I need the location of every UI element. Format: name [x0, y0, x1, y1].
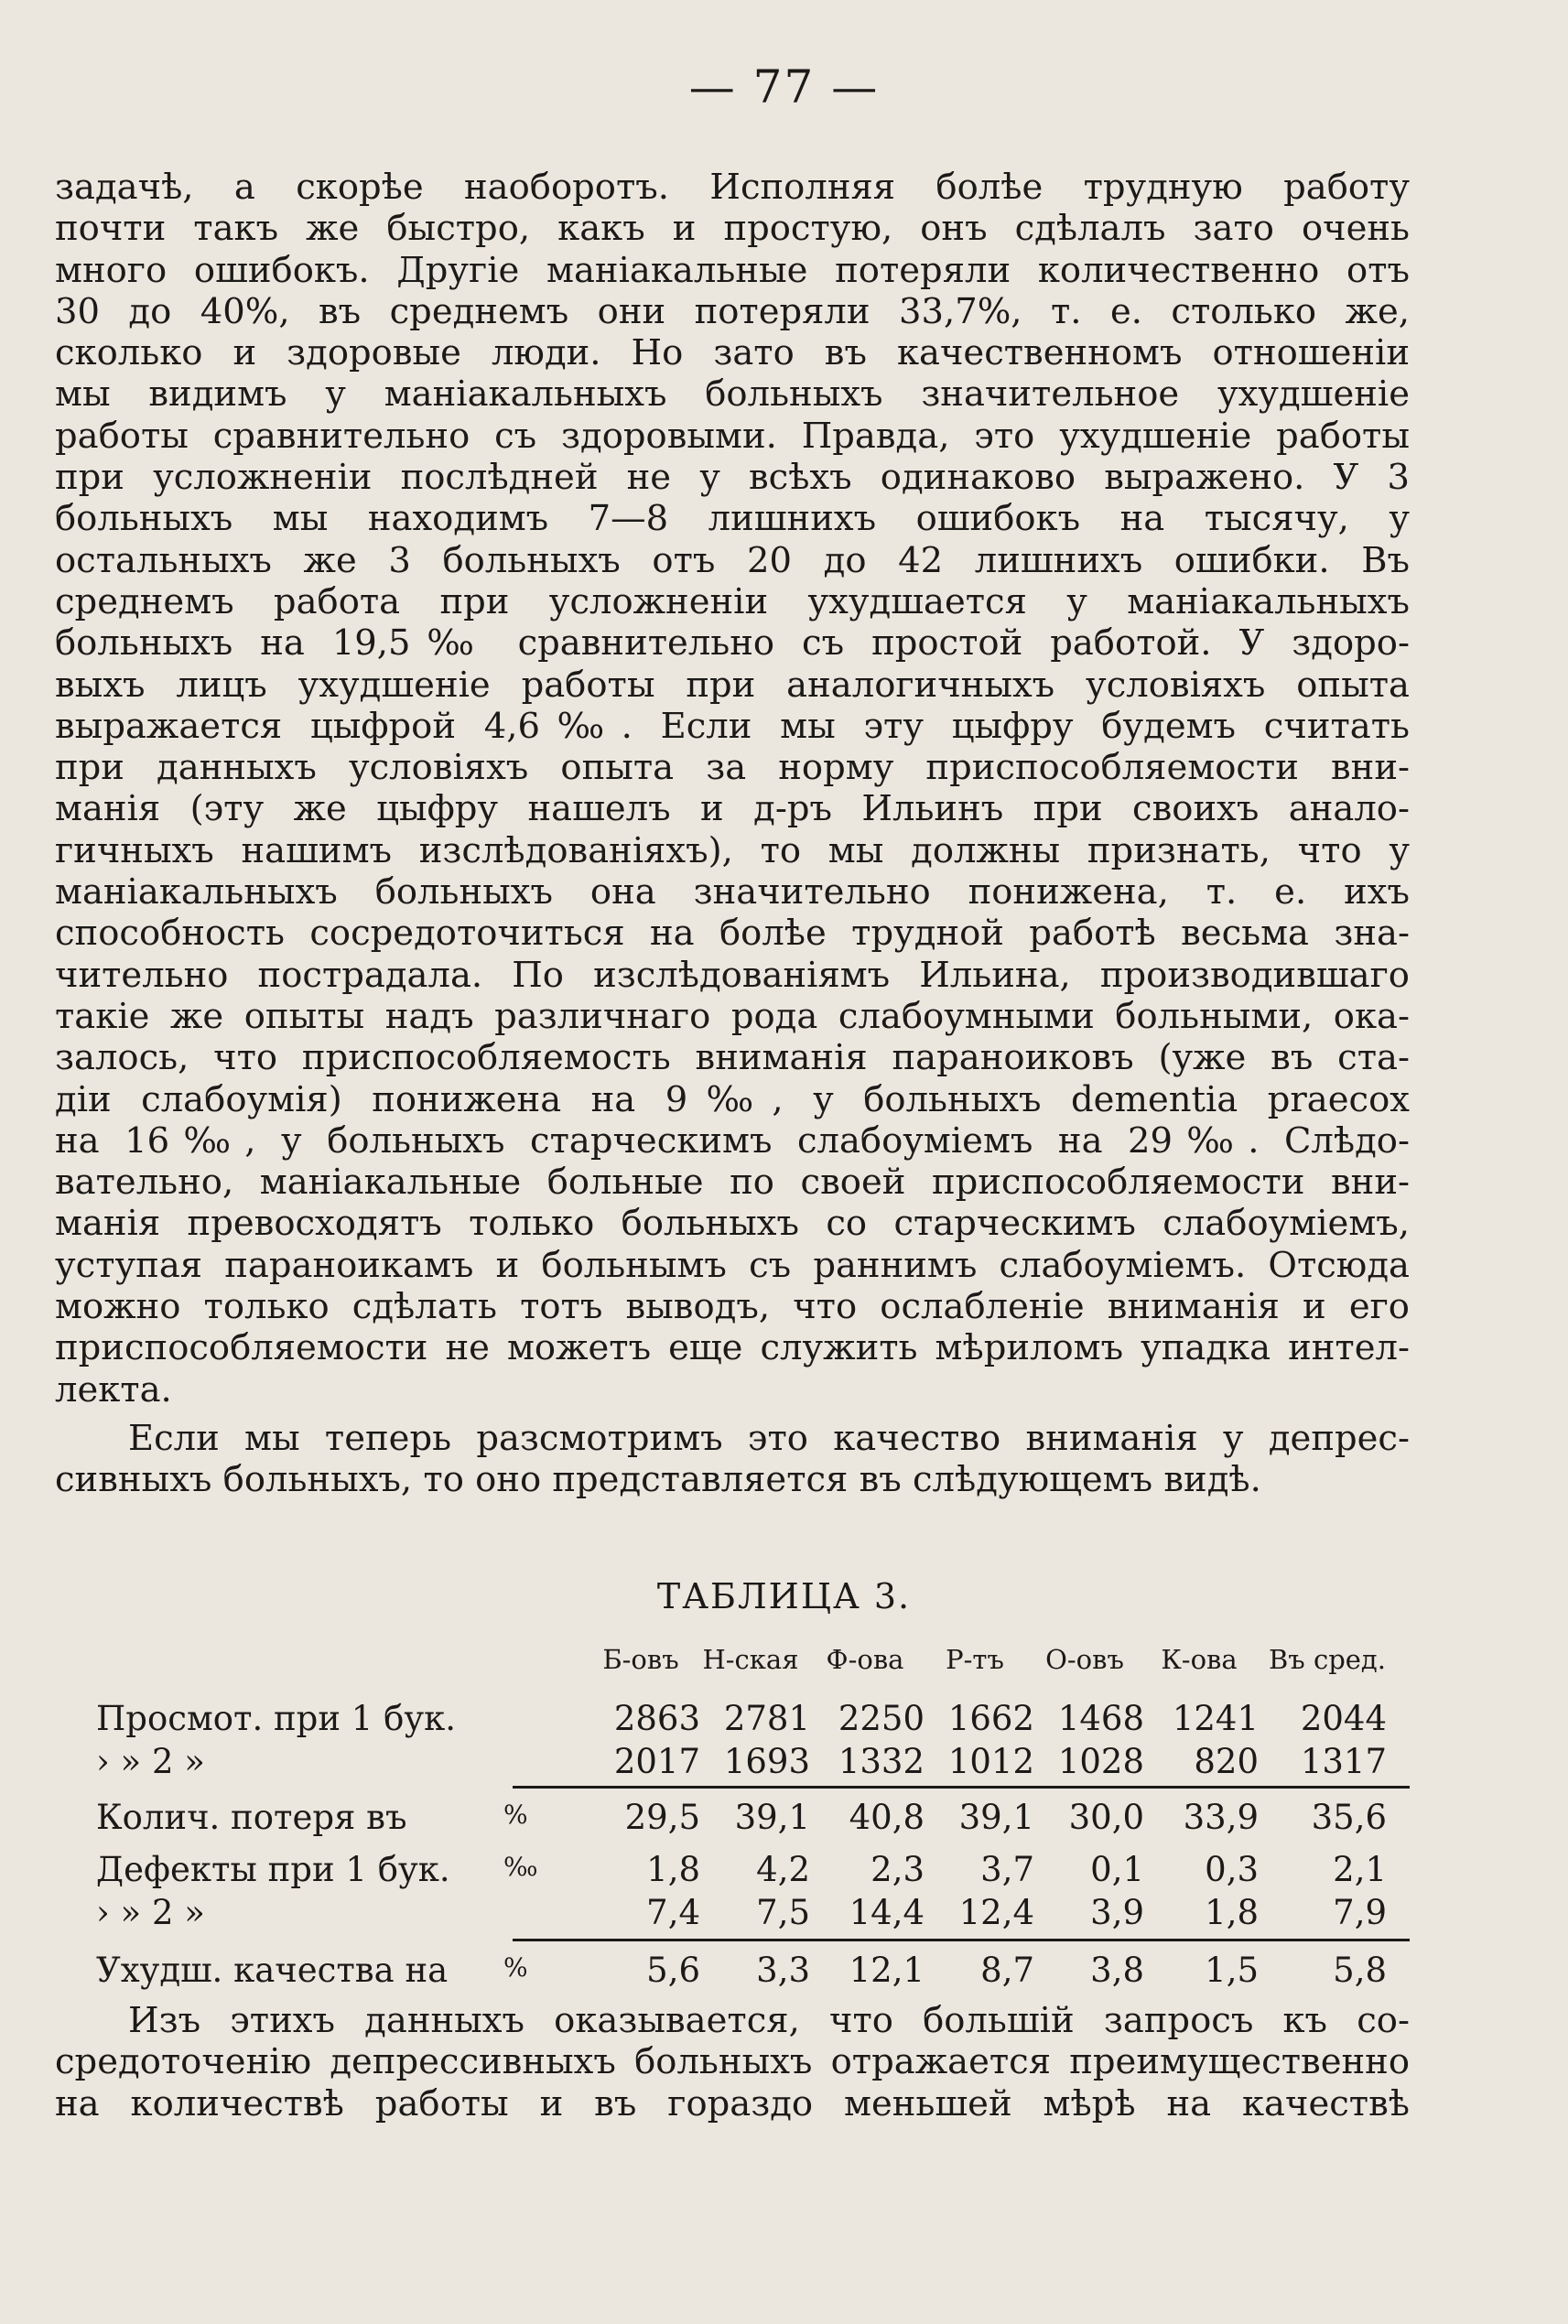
table-row: [96, 1798, 1410, 1842]
table-cell: 2781: [723, 1699, 810, 1738]
table-row: [96, 1850, 1410, 1894]
column-header: Ф-ова: [826, 1644, 904, 1675]
table-cell: 2863: [613, 1699, 700, 1738]
table-cell: 1317: [1300, 1742, 1387, 1781]
text-line: Если мы теперь разсмотримъ это качество вниманія у депрес-: [128, 1417, 1410, 1459]
text-line: работы сравнительно съ здоровыми. Правда, это ухудшеніе работы: [55, 415, 1410, 457]
row-label: › » 2 »: [96, 1742, 205, 1781]
table-row: [96, 1893, 1410, 1937]
page-number: — 77 —: [688, 60, 880, 113]
text-line: залось, что приспособляемость вниманія параноиковъ (уже въ ста-: [55, 1037, 1410, 1079]
row-unit: %: [503, 1952, 528, 1983]
table-cell: 35,6: [1311, 1798, 1387, 1837]
table-row: [96, 1699, 1410, 1743]
table-cell: 3,3: [756, 1951, 810, 1990]
table-cell: 1012: [947, 1742, 1034, 1781]
table-cell: 8,7: [980, 1951, 1034, 1990]
table-cell: 2044: [1300, 1699, 1387, 1738]
text-line: 30 до 40%, въ среднемъ они потеряли 33,7%, т. е. столько же,: [55, 290, 1410, 332]
column-header: Р-тъ: [946, 1644, 1004, 1675]
text-line: приспособляемости не можетъ еще служить мѣриломъ упадка интел-: [55, 1327, 1410, 1369]
table-cell: 1,8: [646, 1850, 700, 1889]
text-line: манія (эту же цыфру нашелъ и д-ръ Ильинъ при своихъ анало-: [55, 788, 1410, 830]
table-cell: 2250: [838, 1699, 925, 1738]
table-cell: 0,3: [1205, 1850, 1259, 1889]
table-rule: [513, 1786, 1410, 1789]
table-cell: 3,7: [980, 1850, 1034, 1889]
table-cell: 4,2: [756, 1850, 810, 1889]
text-line: выхъ лицъ ухудшеніе работы при аналогичныхъ условіяхъ опыта: [55, 664, 1410, 706]
table-cell: 1693: [723, 1742, 810, 1781]
table-row: [96, 1742, 1410, 1786]
table-cell: 12,4: [958, 1893, 1034, 1932]
text-line: больныхъ на 19,5‰ сравнительно съ простой работой. У здоро-: [55, 622, 1410, 665]
text-line: задачѣ, а скорѣе наоборотъ. Исполняя болѣе трудную работу: [55, 167, 1410, 208]
text-line: почти такъ же быстро, какъ и простую, онъ сдѣлалъ зато очень: [55, 208, 1410, 250]
text-line: уступая параноикамъ и больнымъ съ раннимъ слабоуміемъ. Отсюда: [55, 1244, 1410, 1286]
text-line: при усложненіи послѣдней не у всѣхъ одинаково выражено. У 3: [55, 457, 1410, 499]
text-line: сколько и здоровые люди. Но зато въ качественномъ отношеніи: [55, 332, 1410, 374]
paragraph-gap: [55, 1411, 1410, 1418]
table-cell: 40,8: [849, 1798, 925, 1837]
table-cell: 7,5: [756, 1893, 810, 1932]
table-cell: 0,1: [1090, 1850, 1144, 1889]
table-cell: 33,9: [1183, 1798, 1259, 1837]
table-cell: 1,5: [1205, 1951, 1259, 1990]
table-cell: 3,8: [1090, 1951, 1144, 1990]
text-line: сивныхъ больныхъ, то оно представляется въ слѣдующемъ видѣ.: [55, 1459, 1261, 1501]
text-line: на 16‰, у больныхъ старческимъ слабоуміемъ на 29‰. Слѣдо-: [55, 1119, 1410, 1162]
text-line: среднемъ работа при усложненіи ухудшается у маніакальныхъ: [55, 580, 1410, 622]
table-cell: 5,8: [1333, 1951, 1387, 1990]
paragraph-conclusion: [55, 2000, 1410, 2124]
row-unit: %: [503, 1800, 528, 1830]
row-label: Просмот. при 1 бук.: [96, 1699, 456, 1738]
text-line: способность сосредоточиться на болѣе трудной работѣ весьма зна-: [55, 913, 1410, 955]
table-title: ТАБЛИЦА 3.: [656, 1576, 912, 1616]
table-row: [96, 1951, 1410, 1994]
column-header: Б-овъ: [602, 1644, 679, 1675]
column-header: Въ сред.: [1268, 1644, 1387, 1675]
table-cell: 30,0: [1068, 1798, 1144, 1837]
row-label: Ухудш. качества на: [96, 1951, 449, 1990]
text-line: мы видимъ у маніакальныхъ больныхъ значительное ухудшеніе: [55, 373, 1410, 416]
text-line: остальныхъ же 3 больныхъ отъ 20 до 42 лишнихъ ошибки. Въ: [55, 539, 1410, 581]
text-line: на количествѣ работы и въ гораздо меньшей мѣрѣ на качествѣ: [55, 2082, 1410, 2124]
table-header-row: [96, 1644, 1410, 1688]
table-cell: 1,8: [1205, 1893, 1259, 1932]
table-cell: 2,3: [871, 1850, 925, 1889]
table-cell: 1332: [838, 1742, 925, 1781]
table-cell: 1662: [947, 1699, 1034, 1738]
table-cell: 14,4: [849, 1893, 925, 1932]
table-cell: 39,1: [734, 1798, 810, 1837]
text-line: вательно, маніакальные больные по своей приспособляемости вни-: [55, 1162, 1410, 1204]
table-cell: 7,9: [1333, 1893, 1387, 1932]
table-cell: 29,5: [624, 1798, 700, 1837]
text-line: можно только сдѣлать тотъ выводъ, что ослабленіе вниманія и его: [55, 1286, 1410, 1328]
row-unit: ‰: [503, 1852, 538, 1882]
table-cell: 2017: [613, 1742, 700, 1781]
table-cell: 820: [1194, 1742, 1259, 1781]
row-label: Колич. потеря въ: [96, 1798, 407, 1837]
text-line: лекта.: [55, 1368, 172, 1411]
text-line: чительно пострадала. По изслѣдованіямъ Ильина, производившаго: [55, 954, 1410, 996]
text-line: манія превосходятъ только больныхъ со старческимъ слабоуміемъ,: [55, 1203, 1410, 1245]
row-label: › » 2 »: [96, 1893, 205, 1932]
row-label: Дефекты при 1 бук.: [96, 1850, 450, 1889]
table-cell: 2,1: [1333, 1850, 1387, 1889]
table-cell: 12,1: [849, 1951, 925, 1990]
table-cell: 5,6: [646, 1951, 700, 1990]
text-line: при данныхъ условіяхъ опыта за норму приспособляемости вни-: [55, 747, 1410, 789]
table-cell: 1468: [1057, 1699, 1144, 1738]
text-line: такіе же опыты надъ различнаго рода слабоумными больными, ока-: [55, 995, 1410, 1037]
column-header: Н-ская: [702, 1644, 799, 1675]
text-line: больныхъ мы находимъ 7—8 лишнихъ ошибокъ на тысячу, у: [55, 498, 1410, 540]
table-cell: 39,1: [958, 1798, 1034, 1837]
text-line: гичныхъ нашимъ изслѣдованіяхъ), то мы должны признать, что у: [55, 829, 1410, 871]
text-line: маніакальныхъ больныхъ она значительно понижена, т. е. ихъ: [55, 871, 1410, 913]
column-header: К-ова: [1161, 1644, 1238, 1675]
table-cell: 1241: [1172, 1699, 1259, 1738]
column-header: О-овъ: [1045, 1644, 1124, 1675]
text-line: выражается цыфрой 4,6‰. Если мы эту цыфру будемъ считать: [55, 705, 1410, 747]
text-line: Изъ этихъ данныхъ оказывается, что большій запросъ къ со-: [128, 2000, 1410, 2041]
text-line: много ошибокъ. Другіе маніакальные потеряли количественно отъ: [55, 249, 1410, 291]
paragraph-main: [55, 167, 1410, 1501]
text-line: діи слабоумія) понижена на 9‰, у больныхъ dementia praecox: [55, 1078, 1410, 1120]
table-rule: [513, 1939, 1410, 1941]
text-line: средоточенію депрессивныхъ больныхъ отражается преимущественно: [55, 2041, 1410, 2083]
table-cell: 7,4: [646, 1893, 700, 1932]
table-cell: 1028: [1057, 1742, 1144, 1781]
table-cell: 3,9: [1090, 1893, 1144, 1932]
